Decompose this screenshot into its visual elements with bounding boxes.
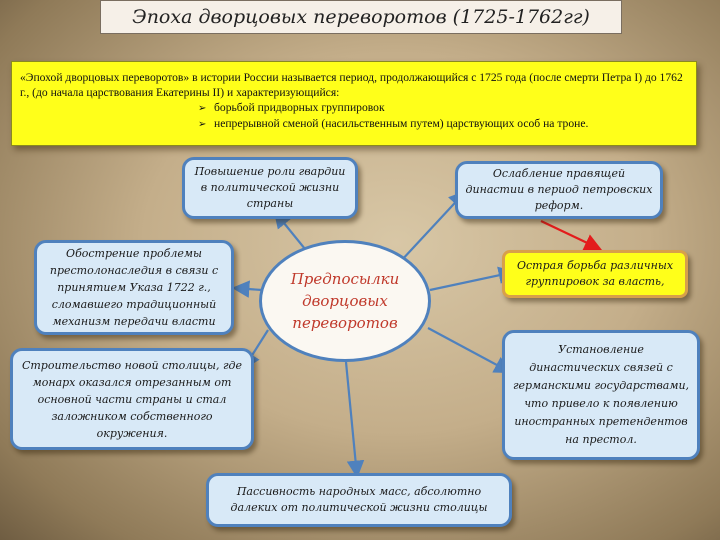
arrow-bullet-icon: ➢ (198, 119, 207, 130)
center-node: Предпосылки дворцовых переворотов (259, 240, 431, 362)
intro-text: «Эпохой дворцовых переворотов» в истории России называется период, продолжающийся с 1725 года (после смерти Петра I) до 1762 г., (до начала царствования Екатерины II) и характеризующийся: (20, 71, 683, 99)
node-capital: Строительство новой столицы, где монарх оказался отрезанным от основной части страны и стал заложником собственного окружения. (10, 348, 254, 450)
link-to-succession (234, 288, 262, 290)
intro-bullet-text: борьбой придворных группировок (214, 101, 385, 114)
highlight-arrow (541, 221, 600, 249)
node-guard: Повышение роли гвардии в политической жизни страны (182, 157, 358, 219)
link-to-masses (346, 362, 357, 476)
node-dynasty: Ослабление правящей династии в период петровских реформ. (455, 161, 663, 219)
page-title: Эпоха дворцовых переворотов (1725-1762гг) (100, 0, 622, 34)
link-to-german (428, 328, 510, 372)
intro-bullet-text: непрерывной сменой (насильственным путем) царствующих особ на троне. (214, 117, 589, 130)
node-struggle: Острая борьба различных группировок за власть, (502, 250, 688, 298)
node-german: Установление династических связей с германскими государствами, что привело к появлению иностранных претендентов на престол. (502, 330, 700, 460)
arrow-bullet-icon: ➢ (198, 103, 207, 114)
node-masses: Пассивность народных масс, абсолютно далеких от политической жизни столицы (206, 473, 512, 527)
node-succession: Обострение проблемы престолонаследия в связи с принятием Указа 1722 г., сломавшего традиционный механизм передачи власти (34, 240, 234, 335)
